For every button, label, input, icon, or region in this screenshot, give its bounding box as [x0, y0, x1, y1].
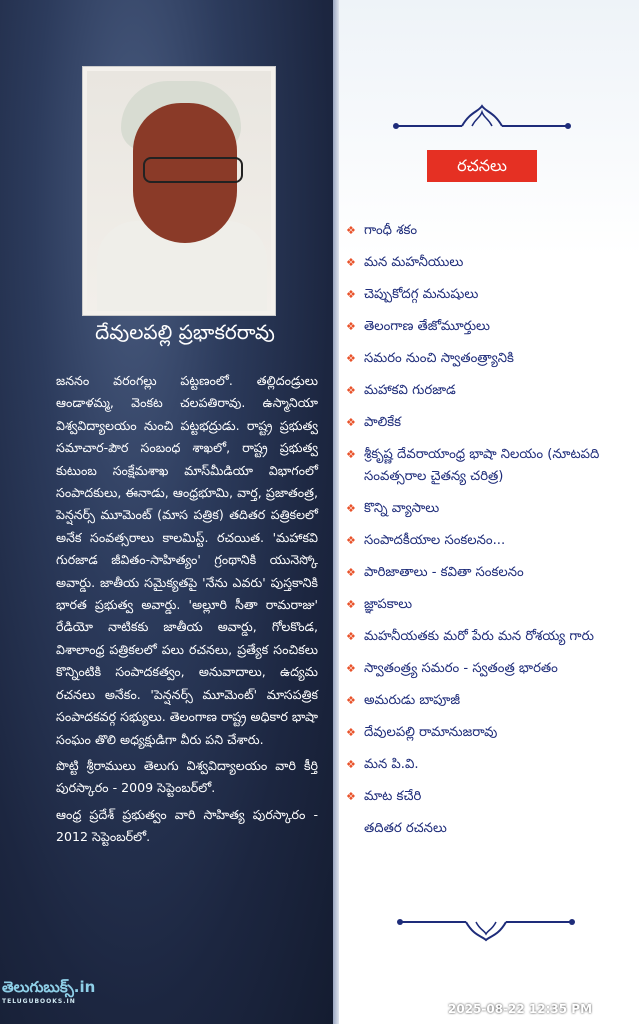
author-bio: [56, 370, 318, 849]
list-item: ❖ మన మహనీయులు: [346, 255, 464, 270]
list-item: ❖ పాలికేక: [346, 415, 402, 430]
bio-paragraph: పొట్టి శ్రీరాములు తెలుగు విశ్వవిద్యాలయం వారి కీర్తి పురస్కారం - 2009 సెప్టెంబర్‌లో.: [56, 757, 318, 796]
list-item: ❖ గాంధీ శకం: [346, 223, 418, 238]
list-item: ❖ మహాకవి గురజాడ: [346, 383, 456, 398]
list-item: ❖ శ్రీకృష్ణ దేవరాయాంధ్ర భాషా నిలయం (నూటపది సంవత్సరాల చైతన్య చరిత్ర): [346, 447, 600, 484]
list-item: ❖ అమరుడు బాపూజీ: [346, 693, 461, 708]
list-item: ❖ చెప్పుకోదగ్గ మనుషులు: [346, 287, 479, 302]
works-footer: తదితర రచనలు: [364, 821, 447, 836]
bottom-ornament-icon: [396, 910, 576, 944]
works-list: [346, 220, 631, 840]
list-item: ❖ సంపాదకీయాల సంకలనం...: [346, 533, 506, 548]
list-item: ❖ సమరం నుంచి స్వాతంత్ర్యానికి: [346, 351, 514, 366]
author-photo: [82, 66, 276, 316]
list-item: ❖ కొన్ని వ్యాసాలు: [346, 501, 440, 516]
list-item: ❖ మహనీయతకు మరో పేరు మన రోశయ్య గారు: [346, 629, 594, 644]
top-ornament-icon: [392, 102, 572, 136]
author-name: దేవులపల్లి ప్రభాకరరావు: [95, 320, 275, 344]
list-item: ❖ మాట కచేరి: [346, 789, 422, 804]
list-item: ❖ స్వాతంత్ర్య సమరం - స్వతంత్ర భారతం: [346, 661, 558, 676]
list-item: ❖ జ్ఞాపకాలు: [346, 597, 413, 612]
list-item: ❖ పారిజాతాలు - కవితా సంకలనం: [346, 565, 524, 580]
photo-timestamp: 2025-08-22 12:35 PM: [448, 1002, 593, 1016]
list-item: ❖ తెలంగాణ తేజోమూర్తులు: [346, 319, 490, 334]
logo-text: తెలుగుబుక్స్.in: [2, 978, 96, 996]
works-heading: రచనలు: [427, 150, 537, 182]
logo-subtext: TELUGUBOOKS.IN: [2, 998, 76, 1005]
list-item: ❖ మన పి.వి.: [346, 757, 419, 772]
publisher-logo: [2, 978, 95, 1005]
bio-paragraph: జననం వరంగల్లు పట్టణంలో. తల్లిదండ్రులు ఆండాళమ్మ, వెంకట చలపతిరావు. ఉస్మానియా విశ్వవిద్యాలయం నుంచి పట్టభద్రుడు. రాష్ట్ర ప్రభుత్వ సమాచార-పౌర సంబంధ శాఖలో, రాష్ట్ర ప్రభుత్వ కుటుంబ సంక్షేమశాఖ మాస్‌మీడియా విభాగంలో సంపాదకులు, ఈనాడు, ఆంధ్రభూమి, వార్త, ప్రజాతంత్ర, పెన్షనర్స్ మూమెంట్ (మాస పత్రిక) తదితర పత్రికలలో అనేక సంవత్సరాలు కాలమిస్ట్. రచయిత. 'మహాకవి గురజాడ జీవితం-సాహిత్యం' గ్రంథానికి యునెస్కో అవార్డు. జాతీయ సమైక్యతపై 'నేను ఎవరు' పుస్తకానికి భారత ప్రభుత్వ అవార్డు. 'అల్లూరి సీతా రామరాజు' రేడియో నాటికకు జాతీయ అవార్డు, గోలకొండ, విశాలాంధ్ర పత్రికలలో పలు రచనలు, ప్రత్యేక సంచికలు కొన్నింటికి సంపాదకత్వం, అనువాదాలు, ఉద్యమ రచనలు అనేకం. 'పెన్షనర్స్ మూమెంట్' మాసపత్రిక సంపాదకవర్గ సభ్యులు. తెలంగాణ రాష్ట్ర అధికార భాషా సంఘం తొలి అధ్యక్షుడిగా వీరు పని చేశారు.: [56, 373, 318, 747]
bio-paragraph: ఆంధ్ర ప్రదేశ్ ప్రభుత్వం వారి సాహిత్య పురస్కారం - 2012 సెప్టెంబర్‌లో.: [56, 806, 318, 845]
list-item: ❖ దేవులపల్లి రామానుజరావు: [346, 725, 498, 740]
